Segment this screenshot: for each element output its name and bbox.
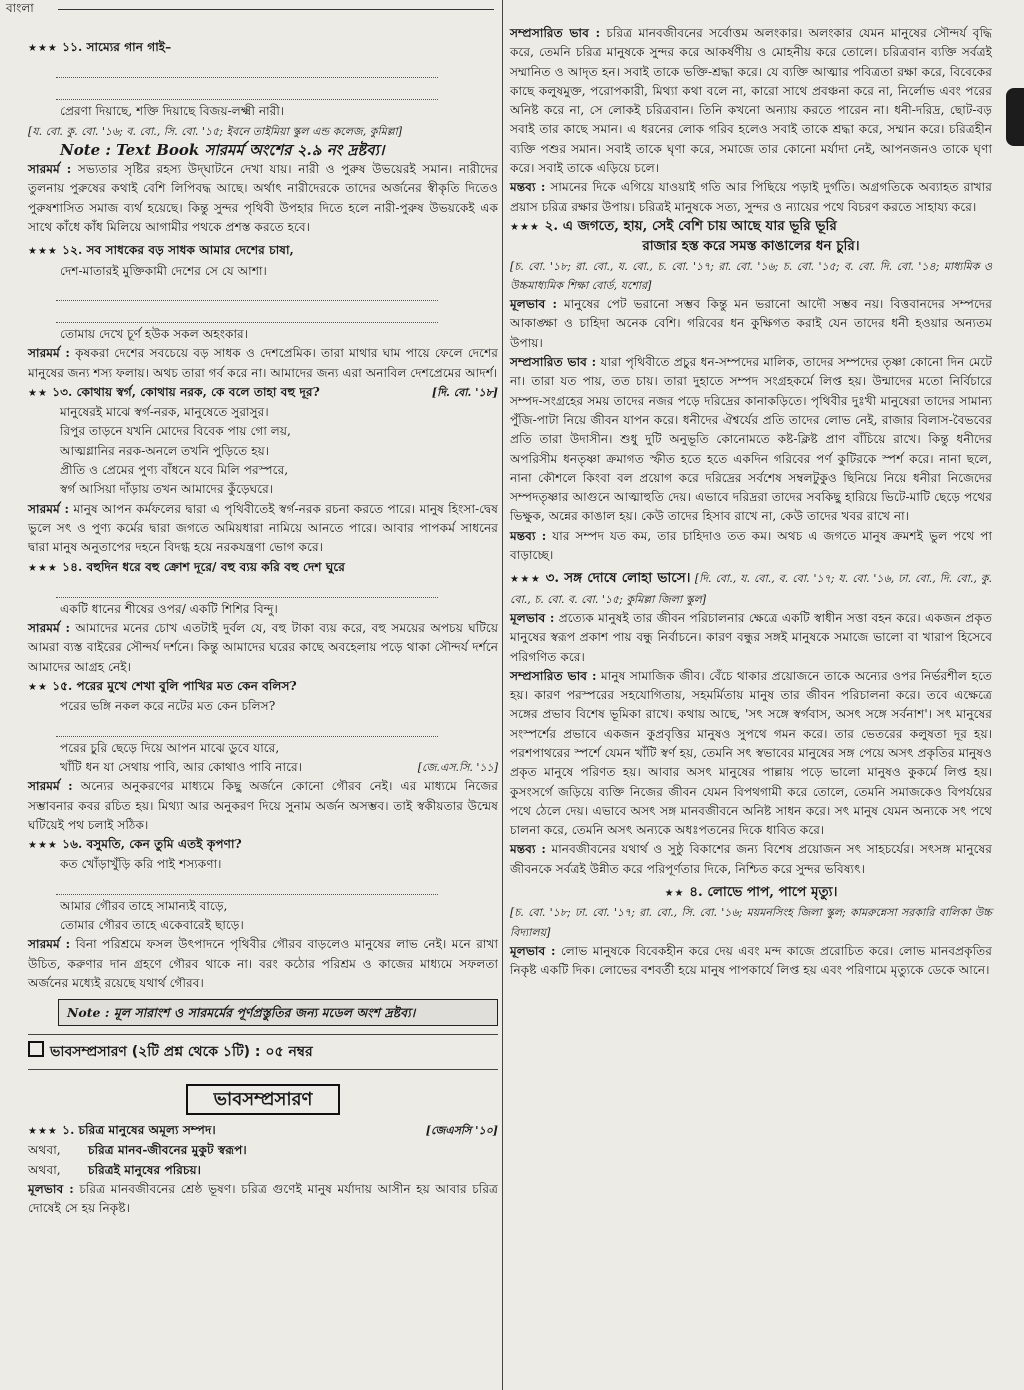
expanded-label: সম্প্রসারিত ভাব : bbox=[510, 355, 597, 370]
expanded-label: সম্প্রসারিত ভাব : bbox=[510, 26, 601, 40]
poem-line: প্রেরণা দিয়াছে, শক্তি দিয়াছে বিজয়-লক্ষ্মী নারী। bbox=[60, 104, 285, 119]
poem-line: রিপুর তাড়নে যখনি মোদের বিবেক পায় গো লয়, bbox=[60, 424, 291, 439]
source-ref: [দি. বো. '১৮] bbox=[431, 385, 498, 399]
summary-label: সারমর্ম : bbox=[28, 937, 71, 952]
expanded-paragraph bbox=[510, 24, 992, 178]
dotted-line bbox=[56, 58, 438, 78]
expanded-text: যারা পৃথিবীতে প্রচুর ধন-সম্পদের মালিক, তাদের সম্পদের তৃষ্ণা কোনো দিন মেটে না। তারা যত পায়, তত চায়। তারা দুহাতে সম্পদ সংগ্রহকর্মে লিপ্ত হয়। উন্মাদের মতো নির্বিচারে সম্পদ-সংগ্রহের সময় তাদের নজর পড়ে দরিদ্রের কানাকড়িতে। পৃথিবীর দুঃখী মানুষেরা তাদের সামান্য পুঁজি-পাটা নিয়ে জীবন যাপন করে। ধনীদের ঐশ্বর্যের প্রতি তাদের লোভ নেই, রাজার বিলাস-বৈভবের প্রতি তারা উদাসীন। শুধু দুটি অনুভূতি কোনোমতে কষ্ট-ক্লিষ্ট প্রাণ বাঁচিয়ে রাখে। কিন্তু ধনীদের অপরিসীম ধনতৃষ্ণা ক্রমাগত স্ফীত হতে হতে একদিন গরিবের পর্ণ কুটিরকে স্পর্শ করে। নানা ছলে, নানা কৌশলে কিংবা বল প্রয়োগ করে দরিদ্রের সর্বশেষ সম্বলটুকুও ছিনিয়ে নিয়ে ধনীরা নিজেদের সম্পদতৃষ্ণার আগুনে আত্মাহুতি দেয়। এভাবে দরিদ্ররা তাদের সবকিছু হারিয়ে ভিটে-মাটি ছেড়ে পথের ভিক্ষুক, অন্নের কাঙাল হয়। কেউ তাদের হিসাব রাখে না, কেউ তাদের খবর রাখে না। bbox=[510, 355, 992, 524]
summary-label: সারমর্ম : bbox=[28, 346, 70, 361]
source-ref: [দি. বো., য. বো., ব. বো. '১৭; য. বো. '১৬, ঢা. বো., দি. বো., কু. বো., চ. বো. ব. বো. '১৫; কুমিল্লা জিলা স্কুল] bbox=[510, 572, 993, 606]
item-title: ৩. সঙ্গ দোষে লোহা ভাসে। bbox=[545, 570, 691, 587]
alternative-title: চরিত্রই মানুষের পরিচয়। bbox=[88, 1162, 202, 1177]
source-ref: [জে.এস.সি. '১১] bbox=[417, 760, 498, 774]
or-label: অথবা, bbox=[28, 1162, 61, 1177]
item-title: ১৪. বহুদিন ধরে বহু ক্রোশ দূরে/ বহু ব্যয় করি বহু দেশ ঘুরে bbox=[62, 559, 345, 574]
poem-line: পরের চুরি ছেড়ে দিয়ে আপন মাঝে ডুবে যারে, bbox=[60, 740, 280, 755]
item-12-heading bbox=[28, 241, 498, 261]
poem-line: তোমার গৌরব তাহে একেবারেই ছাড়ে। bbox=[60, 917, 244, 932]
summary-label: সারমর্ম : bbox=[28, 621, 71, 636]
item-b2-heading bbox=[510, 217, 992, 237]
checkbox-icon bbox=[28, 1041, 44, 1057]
poem-line: স্বর্গ আসিয়া দাঁড়ায় তখন আমাদের কুঁড়েঘরে। bbox=[60, 482, 274, 497]
item-title: ৪. লোভে পাপ, পাপে মৃত্যু। bbox=[689, 884, 838, 901]
main-idea-text: প্রত্যেক মানুষই তার জীবন পরিচালনার ক্ষেত্রে একটি স্বাধীন সত্তা বহন করে। একজন প্রকৃত মানুষের স্বরূপ প্রকাশ পায় বন্ধু নির্বাচনে। কারণ বন্ধুর সঙ্গই মানুষকে সমাজে ভালো বা খারাপ হিসেবে পরিগণিত করে। bbox=[510, 610, 993, 664]
right-column bbox=[510, 24, 992, 981]
comment-paragraph bbox=[510, 527, 992, 566]
source-ref: [য. বো. কু. বো. '১৬; ব. বো., সি. বো. '১৫; ইবনে তাইমিয়া স্কুল এন্ড কলেজ, কুমিল্লা] bbox=[28, 124, 403, 138]
header-rule bbox=[58, 9, 494, 10]
poem-line: আত্মগ্লানির নরক-অনলে তখনি পুড়িতে হয়। bbox=[60, 443, 270, 458]
summary-paragraph bbox=[28, 619, 498, 677]
summary-paragraph bbox=[28, 500, 498, 558]
source-ref: [চ. বো. '১৮; ঢা. বো. '১৭; রা. বো., সি. বো. '১৬; ময়মনসিংহ জিলা স্কুল; কামরুন্নেসা সরকারি বালিকা উচ্চ বিদ্যালয়] bbox=[510, 906, 992, 939]
item-11-heading bbox=[28, 38, 498, 58]
poem-line: দেশ-মাতারই মুক্তিকামী দেশের সে যে আশা। bbox=[60, 263, 267, 278]
main-idea-text: মানুষের পেট ভরানো সম্ভব কিন্তু মন ভরানো আদৌ সম্ভব নয়। বিত্তবানদের সম্পদের আকাঙ্ক্ষা ও চাহিদা অনেক বেশি। গরিবের ধন কুক্ষিগত করাই যেন তাদের ধনী হওয়ার অন্যতম উপায়। bbox=[510, 297, 992, 350]
poem-line: তোমায় দেখে চূর্ণ হউক সকল অহংকার। bbox=[60, 326, 249, 341]
main-idea-paragraph bbox=[510, 609, 992, 667]
item-15-heading bbox=[28, 677, 498, 697]
star-rating: ★★★ bbox=[28, 840, 58, 852]
comment-label: মন্তব্য : bbox=[510, 180, 546, 195]
star-rating: ★★★ bbox=[28, 562, 58, 574]
star-rating: ★★★ bbox=[28, 246, 58, 258]
comment-text: মানবজীবনের যথার্থ ও সুষ্ঠু বিকাশের জন্য বিশেষ প্রয়োজন সৎ সাহচর্যের। সৎসঙ্গ মানুষের জীবনকে সর্বত্রই উন্নীত করে পরিপূর্ণতার দিকে, নিশ্চিত করে সুন্দর ভবিষ্যৎ। bbox=[510, 842, 992, 876]
comment-label: মন্তব্য : bbox=[510, 528, 547, 543]
dotted-line bbox=[56, 281, 438, 301]
main-idea-text: লোভ মানুষকে বিবেকহীন করে দেয় এবং মন্দ কাজে প্ররোচিত করে। লোভ মানবপ্রকৃতির নিকৃষ্ট একটি দিক। লোভের বশবর্তী হয়ে মানুষ পাপকার্যে লিপ্ত হয় এবং পরিণামে মৃত্যুকে ডেকে আনে। bbox=[510, 943, 992, 978]
summary-text: বিনা পরিশ্রমে ফসল উৎপাদনে পৃথিবীর গৌরব বাড়লেও মানুষের লাভ নেই। মনে রাখা উচিত, করুণার দান গ্রহণে গৌরব থাকে না। বরং কঠোর পরিশ্রম ও কাজের মাধ্যমে সফলতা অর্জনের মধ্যেই রয়েছে যথার্থ গৌরব। bbox=[28, 937, 498, 990]
dotted-line bbox=[56, 303, 438, 323]
item-title: ১২. সব সাধকের বড় সাধক আমার দেশের চাষা, bbox=[62, 243, 294, 258]
item-title-line-2: রাজার হস্ত করে সমস্ত কাঙালের ধন চুরি। bbox=[642, 238, 860, 255]
poem-line: কত খোঁড়াখুঁড়ি করি পাই শস্যকণা। bbox=[60, 857, 222, 872]
column-divider bbox=[502, 0, 503, 1390]
comment-paragraph bbox=[510, 178, 992, 217]
main-idea-paragraph bbox=[28, 1180, 498, 1219]
subject-label: বাংলা bbox=[6, 1, 34, 15]
poem-line: আমার গৌরব তাহে সামান্যই বাড়ে, bbox=[60, 898, 228, 913]
alternative-line bbox=[28, 1161, 498, 1180]
summary-paragraph bbox=[28, 777, 498, 835]
item-b1-heading bbox=[28, 1121, 498, 1141]
star-rating: ★★ bbox=[664, 888, 685, 900]
section-heading bbox=[28, 1034, 498, 1069]
main-idea-paragraph bbox=[510, 942, 992, 981]
item-b3-heading bbox=[510, 569, 992, 609]
main-idea-label: মূলভাব : bbox=[510, 610, 555, 625]
item-16-heading bbox=[28, 835, 498, 855]
comment-label: মন্তব্য : bbox=[510, 842, 546, 857]
star-rating: ★★★ bbox=[28, 43, 58, 54]
expanded-paragraph bbox=[510, 353, 992, 527]
left-column bbox=[28, 24, 498, 1219]
poem-line: প্রীতি ও প্রেমের পুণ্য বাঁধনে যবে মিলি পরস্পরে, bbox=[60, 463, 289, 478]
poem-line: একটি ধানের শীষের ওপর/ একটি শিশির বিন্দু। bbox=[60, 601, 278, 616]
comment-paragraph bbox=[510, 840, 992, 879]
poem-line-with-source bbox=[28, 758, 498, 777]
summary-label: সারমর্ম : bbox=[28, 779, 73, 794]
summary-paragraph bbox=[28, 160, 498, 237]
dotted-line bbox=[56, 80, 438, 100]
item-b4-heading bbox=[510, 883, 992, 903]
summary-text: সভ্যতার সৃষ্টির রহস্য উদ্‌ঘাটনে দেখা যায়। নারী ও পুরুষ উভয়েরই সমান। নারীদের তুলনায় পুরুষের কথাই বেশি লিপিবদ্ধ আছে। অর্থাৎ নারীদেরকে তাদের অর্জনের স্বীকৃতি দিতেও পুরুষশাসিত সমাজ ব্যর্থ হয়েছে। কিন্তু সুন্দর পৃথিবী উপহার দিতে হলে নারী-পুরুষ উভয়কেই এক সাথে কাঁধে কাঁধ মিলিয়ে আগামীর পথকে প্রশস্ত করতে হবে। bbox=[28, 162, 498, 235]
star-rating: ★★ bbox=[28, 387, 48, 399]
main-idea-text: চরিত্র মানবজীবনের শ্রেষ্ঠ ভূষণ। চরিত্র গুণেই মানুষ মর্যাদায় আসীন হয় আবার চরিত্র দোষেই সে হয় নিকৃষ্ট। bbox=[28, 1181, 498, 1216]
item-title: ২. এ জগতে, হায়, সেই বেশি চায় আছে যার ভূরি ভূরি bbox=[544, 217, 837, 234]
or-label: অথবা, bbox=[28, 1143, 61, 1158]
item-title: ১১. সাম্যের গান গাই– bbox=[62, 40, 172, 54]
main-idea-paragraph bbox=[510, 295, 992, 353]
expanded-text: চরিত্র মানবজীবনের সর্বোত্তম অলংকার। অলংকার যেমন মানুষের সৌন্দর্য বৃদ্ধি করে, তেমনি চরিত্র মানুষকে সুন্দর করে আকর্ষণীয় ও মোহনীয় করে তোলে। চরিত্রবান ব্যক্তি সর্বত্রই সম্মানিত ও আদৃত হন। সবাই তাকে ভক্তি-শ্রদ্ধা করে। যে ব্যক্তি আত্মার পবিত্রতা রক্ষা করে, বিবেকের কাছে কলুষমুক্ত, পরোপকারী, মিথ্যা কথা বলে না, কারো সাথে প্রবঞ্চনা করে না, নির্লোভ এবং পরের অনিষ্ট করে না, সে লোকই চরিত্রবান। তিনি কখনো অন্যায় করতে পারেন না। ধনী-দরিদ্র, ছোট-বড় সবাই তার কাছে সমান। এ ধরনের লোক গরিব হলেও সবাই তাকে শ্রদ্ধা করে, সম্মান করে। চরিত্রহীন ব্যক্তি পশুর সমান। সবাই তাকে ঘৃণা করে, সমাজে তার কোনো মর্যাদা নেই, আপনজনও তাকে ঘৃণা করে। সবাই তাকে এড়িয়ে চলে। bbox=[510, 26, 992, 176]
main-idea-label: মূলভাব : bbox=[510, 943, 556, 958]
item-13-heading bbox=[28, 383, 498, 403]
section-title: ভাবসম্প্রসারণ (২টি প্রশ্ন থেকে ১টি) : ০৫ নম্বর bbox=[50, 1044, 313, 1061]
star-rating: ★★★ bbox=[28, 1126, 58, 1138]
summary-text: আমাদের মনের চোখ এতটাই দুর্বল যে, বহু টাকা ব্যয় করে, বহু সময়ের অপচয় ঘটিয়ে আমরা ব্যস্ত বাইরের সৌন্দর্য দর্শনে। কিন্তু আমাদের ঘরের কাছে অবহেলায় পড়ে থাকা সৌন্দর্য দর্শনে আমাদের আগ্রহ নেই। bbox=[28, 621, 498, 674]
item-title: ১. চরিত্র মানুষের অমূল্য সম্পদ। bbox=[62, 1123, 216, 1138]
item-title: ১৬. বসুমতি, কেন তুমি এতই কৃপণা? bbox=[62, 837, 242, 852]
main-idea-label: মূলভাব : bbox=[28, 1181, 74, 1196]
main-idea-label: মূলভাব : bbox=[510, 297, 558, 312]
expanded-label: সম্প্রসারিত ভাব : bbox=[510, 668, 597, 683]
summary-paragraph bbox=[28, 344, 498, 383]
comment-text: যার সম্পদ যত কম, তার চাহিদাও তত কম। অথচ এ জগতে মানুষ ক্রমশই ভুল পথে পা বাড়াচ্ছে। bbox=[510, 528, 992, 563]
item-14-heading bbox=[28, 558, 498, 578]
alternative-title: চরিত্র মানব-জীবনের মুকুট স্বরূপ। bbox=[88, 1143, 247, 1158]
dotted-line bbox=[56, 875, 438, 895]
star-rating: ★★★ bbox=[510, 574, 542, 586]
summary-text: কৃষকরা দেশের সবচেয়ে বড় সাধক ও দেশপ্রেমিক। তারা মাথার ঘাম পায়ে ফেলে দেশের মানুষের জন্য শস্য ফলায়। অথচ তারা গর্ব করে না। আমাদের জন্য এরা অনাবিল দেশপ্রেমের আদর্শ। bbox=[28, 346, 498, 380]
source-ref: [চ. বো. '১৮; রা. বো., য. বো., চ. বো. '১৭; রা. বো. '১৬; চ. বো. '১৫; ব. বো. দি. বো. '১৪; মাধ্যমিক ও উচ্চমাধ্যমিক শিক্ষা বোর্ড, যশোর] bbox=[510, 259, 992, 292]
note-line: Note : Text Book সারমর্ম অংশের ২.৯ নং দ্রষ্টব্য। bbox=[60, 140, 385, 159]
note-box: Note : মূল সারাংশ ও সারমর্মের পূর্ণপ্রস্তুতির জন্য মডেল অংশ দ্রষ্টব্য। bbox=[58, 999, 498, 1026]
comment-text: সামনের দিকে এগিয়ে যাওয়াই গতি আর পিছিয়ে পড়াই দুর্গতি। অগ্রগতিকে অব্যাহত রাখার প্রয়াস চরিত্র রক্ষার উপায়। চরিত্রই মানুষকে সত্য, সুন্দর ও ন্যায়ের পথে বিচরণ করতে সাহায্য করে। bbox=[510, 180, 992, 214]
expanded-text: মানুষ সামাজিক জীব। বেঁচে থাকার প্রয়োজনে তাকে অন্যের ওপর নির্ভরশীল হতে হয়। কারণ পরস্পরের সহযোগিতায়, সহমর্মিতায় মানুষ তার জীবন পরিচালনা করে। তবে এক্ষেত্রে সঙ্গের প্রভাব বিশেষ ভূমিকা রাখে। কথায় আছে, 'সৎ সঙ্গে স্বর্গবাস, অসৎ সঙ্গে সর্বনাশ'। সৎ মানুষের সংস্পর্শের প্রভাবে একজন কুপ্রবৃত্তির মানুষও সুপথে গমন করে। তার ভেতরের কলুষতা দূর হয়। পরশপাথরের স্পর্শে যেমন খাঁটি স্বর্ণ হয়, তেমনি সৎ স্বভাবের মানুষের সঙ্গ পেয়ে অসৎ প্রকৃতির মানুষও প্রকৃত মানুষে পরিণত হয়। আবার অসৎ মানুষের পাল্লায় পড়ে ভালো মানুষও কুকর্মে লিপ্ত হয়। কুসংসর্গে জড়িয়ে ব্যক্তি নিজের জীবন যেমন বিপথগামী করে তোলে, তেমনি সমাজকেও বিপর্যয়ের পথে ঠেলে দেয়। এভাবে অসৎ সঙ্গ মানবজীবনে অনিষ্ট সাধন করে। সৎ মানুষ যেমন অন্যকে সৎ পথে চালনা করে, তেমনি অসৎ অন্যকে অধঃপতনের দিকে ধাবিত করে। bbox=[510, 668, 992, 838]
summary-label: সারমর্ম : bbox=[28, 501, 70, 516]
poem-line: মানুষেরই মাঝে স্বর্গ-নরক, মানুষেতে সুরাসুর। bbox=[60, 405, 269, 420]
summary-label: সারমর্ম : bbox=[28, 162, 72, 177]
expanded-paragraph bbox=[510, 667, 992, 841]
star-rating: ★★★ bbox=[510, 221, 540, 233]
page-header bbox=[0, 0, 500, 16]
item-title: ১৫. পরের মুখে শেখা বুলি পাখির মত কেন বলিস? bbox=[52, 679, 297, 694]
summary-paragraph bbox=[28, 935, 498, 993]
summary-text: অন্যের অনুকরণের মাধ্যমে কিছু অর্জনে কোনো গৌরব নেই। এর মাধ্যমে নিজের সম্ভাবনার কবর রচিত হয়। মিথ্যা আর অনুকরণ দিয়ে সুনাম অর্জন অসম্ভব। তাই স্বকীয়তার উন্মেষ ঘটিয়েই পথ চলাই সঠিক। bbox=[28, 779, 499, 832]
summary-text: মানুষ আপন কর্মফলের দ্বারা এ পৃথিবীতেই স্বর্গ-নরক রচনা করতে পারে। মানুষ হিংসা-দ্বেষ ভুলে সৎ ও পুণ্য কর্মের দ্বারা জগতে অমিয়ধারা নামিয়ে আনতে পারে। আবার পাপকর্ম সাধনের দ্বারা মানুষ অনুতাপের দহনে বিদগ্ধ হয়ে নরকযন্ত্রণা ভোগ করে। bbox=[28, 501, 498, 555]
dotted-line bbox=[56, 578, 438, 598]
dotted-line bbox=[56, 717, 438, 737]
item-title: ১৩. কোথায় স্বর্গ, কোথায় নরক, কে বলে তাহা বহু দূর? bbox=[52, 384, 320, 399]
star-rating: ★★ bbox=[28, 682, 48, 694]
source-ref: [জেএসসি '১০] bbox=[425, 1124, 498, 1138]
section-title-box: ভাবসম্প্রসারণ bbox=[186, 1084, 340, 1115]
page-edge-tab bbox=[1006, 88, 1024, 146]
alternative-line bbox=[28, 1141, 498, 1160]
poem-line: পরের ভঙ্গি নকল করে নটের মত কেন চলিস? bbox=[60, 699, 276, 714]
poem-line: খাঁটি ধন যা সেথায় পাবি, আর কোথাও পাবি নারে। bbox=[60, 759, 303, 774]
